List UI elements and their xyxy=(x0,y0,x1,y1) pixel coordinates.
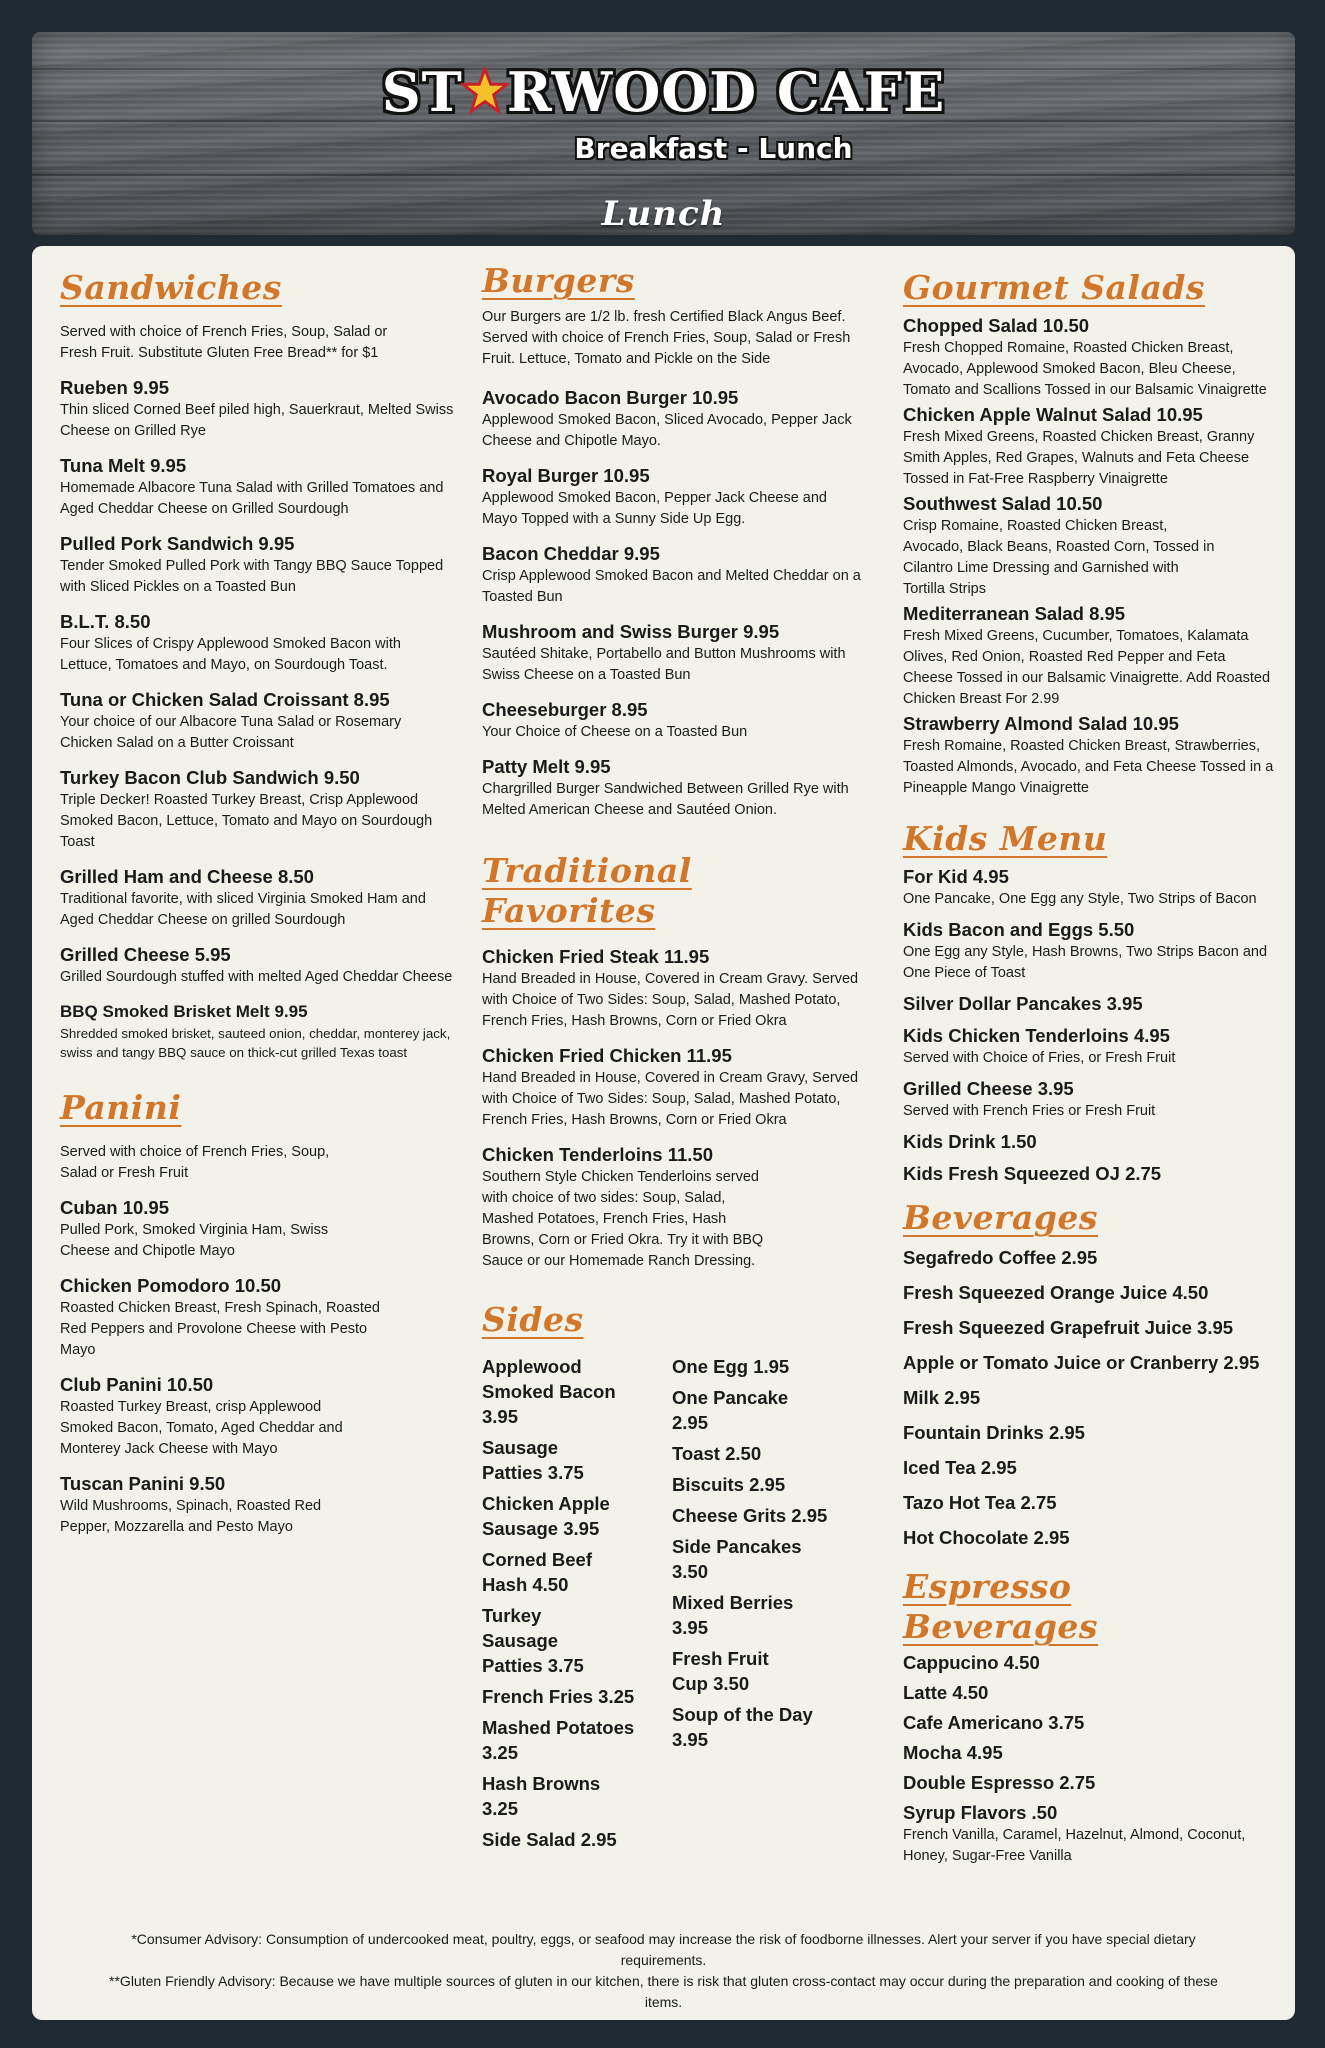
menu-item xyxy=(903,1077,1278,1122)
beverage-item: Fountain Drinks 2.95 xyxy=(903,1422,1085,1443)
item-name: Mediterranean Salad 8.95 xyxy=(903,603,1126,624)
beverage-item: Fresh Squeezed Grapefruit Juice 3.95 xyxy=(903,1317,1234,1338)
item-desc: One Pancake, One Egg any Style, Two Strips of Bacon xyxy=(903,891,1257,907)
item-desc: Fresh Chopped Romaine, Roasted Chicken Breast, Avocado, Applewood Smoked Bacon, Bleu Cheese, Tomato and Scallions Tossed in our Balsamic Vinaigrette xyxy=(903,340,1267,398)
item-desc: Your choice of our Albacore Tuna Salad or Rosemary Chicken Salad on a Butter Croissant xyxy=(60,714,402,751)
item-name: Tuna Melt 9.95 xyxy=(60,455,187,476)
section-title-burgers: Burgers xyxy=(482,261,635,300)
burgers-intro: Our Burgers are 1/2 lb. fresh Certified Black Angus Beef. Served with choice of French Fries, Soup, Salad or Fresh Fruit. Lettuce, Tomato and Pickle on the Side xyxy=(482,309,851,367)
item-name: Tuna or Chicken Salad Croissant 8.95 xyxy=(60,689,390,710)
item-desc: Roasted Chicken Breast, Fresh Spinach, Roasted Red Peppers and Provolone Cheese with Pesto Mayo xyxy=(60,1300,380,1358)
menu-item xyxy=(482,698,862,743)
item-desc: Hand Breaded in House, Covered in Cream Gravy. Served with Choice of Two Sides: Soup, Salad, Mashed Potato, French Fries, Hash Browns, Corn or Fried Okra xyxy=(482,971,859,1029)
item-desc: Applewood Smoked Bacon, Pepper Jack Cheese and Mayo Topped with a Sunny Side Up Egg. xyxy=(482,490,827,527)
item-desc: French Vanilla, Caramel, Hazelnut, Almond, Coconut, Honey, Sugar-Free Vanilla xyxy=(903,1827,1246,1864)
item-desc: Served with Choice of Fries, or Fresh Fruit xyxy=(903,1050,1176,1066)
side-item: French Fries 3.25 xyxy=(482,1686,635,1707)
menu-item xyxy=(60,610,455,676)
menu-item xyxy=(903,314,1278,401)
item-desc: Triple Decker! Roasted Turkey Breast, Crisp Applewood Smoked Bacon, Lettuce, Tomato and Mayo on Sourdough Toast xyxy=(60,792,433,850)
menu-item xyxy=(903,403,1278,490)
menu-item xyxy=(903,1130,1278,1154)
side-item: Fresh Fruit Cup 3.50 xyxy=(672,1648,769,1694)
item-name: Rueben 9.95 xyxy=(60,377,169,398)
item-name: Patty Melt 9.95 xyxy=(482,756,611,777)
side-item: Side Pancakes 3.50 xyxy=(672,1536,802,1582)
item-name: Mushroom and Swiss Burger 9.95 xyxy=(482,621,780,642)
item-desc: Chargrilled Burger Sandwiched Between Grilled Rye with Melted American Cheese and Sautéed Onion. xyxy=(482,781,849,818)
side-item: Toast 2.50 xyxy=(672,1443,762,1464)
item-desc: Four Slices of Crispy Applewood Smoked Bacon with Lettuce, Tomatoes and Mayo, on Sourdough Toast. xyxy=(60,636,401,673)
item-name: BBQ Smoked Brisket Melt 9.95 xyxy=(60,1002,308,1021)
item-name: Pulled Pork Sandwich 9.95 xyxy=(60,533,295,554)
side-item: Chicken Apple Sausage 3.95 xyxy=(482,1493,610,1539)
menu-item xyxy=(60,865,455,931)
side-item: Mashed Potatoes 3.25 xyxy=(482,1717,635,1763)
item-desc: Roasted Turkey Breast, crisp Applewood Smoked Bacon, Tomato, Aged Cheddar and Monterey Jack Cheese with Mayo xyxy=(60,1399,343,1457)
item-name: Cheeseburger 8.95 xyxy=(482,699,648,720)
item-desc: Pulled Pork, Smoked Virginia Ham, Swiss Cheese and Chipotle Mayo xyxy=(60,1222,329,1259)
menu-item xyxy=(60,1274,455,1361)
side-item: Mixed Berries 3.95 xyxy=(672,1592,794,1638)
menu-item xyxy=(903,1024,1278,1069)
item-name: Syrup Flavors .50 xyxy=(903,1802,1058,1823)
side-item: Sausage Patties 3.75 xyxy=(482,1437,584,1483)
menu-item xyxy=(60,532,455,598)
item-name: B.L.T. 8.50 xyxy=(60,611,151,632)
section-title-salads: Gourmet Salads xyxy=(903,268,1206,307)
menu-item xyxy=(482,620,862,686)
side-item: Biscuits 2.95 xyxy=(672,1474,786,1495)
espresso-item: Mocha 4.95 xyxy=(903,1742,1003,1763)
menu-item xyxy=(60,688,455,754)
header-banner xyxy=(32,32,1295,235)
item-name: Kids Bacon and Eggs 5.50 xyxy=(903,919,1135,940)
section-title-kids: Kids Menu xyxy=(903,819,1108,858)
item-name: Grilled Cheese 3.95 xyxy=(903,1078,1074,1099)
beverage-item: Hot Chocolate 2.95 xyxy=(903,1527,1070,1548)
espresso-item: Double Espresso 2.75 xyxy=(903,1772,1096,1793)
column-right xyxy=(903,268,1278,1879)
section-title-panini: Panini xyxy=(60,1088,182,1127)
menu-item xyxy=(482,464,862,530)
gluten-advisory: **Gluten Friendly Advisory: Because we have multiple sources of gluten in our kitchen, there is risk that gluten cross-contact may occur during the preparation and cooking of these items. xyxy=(109,1973,1218,2010)
item-desc: Wild Mushrooms, Spinach, Roasted Red Pepper, Mozzarella and Pesto Mayo xyxy=(60,1498,322,1535)
column-left xyxy=(60,268,455,1550)
menu-item xyxy=(482,542,862,608)
menu-item xyxy=(903,992,1278,1016)
logo-text-left: ST xyxy=(381,60,463,124)
sides-column-left xyxy=(482,1354,672,1858)
sandwiches-intro: Served with choice of French Fries, Soup, Salad or Fresh Fruit. Substitute Gluten Free Bread** for $1 xyxy=(60,324,388,361)
item-name: Chicken Fried Steak 11.95 xyxy=(482,946,710,967)
item-name: Chicken Pomodoro 10.50 xyxy=(60,1275,282,1296)
item-name: Kids Drink 1.50 xyxy=(903,1131,1037,1152)
item-name: Avocado Bacon Burger 10.95 xyxy=(482,387,739,408)
star-icon xyxy=(461,67,509,115)
item-desc: Traditional favorite, with sliced Virginia Smoked Ham and Aged Cheddar Cheese on grilled Sourdough xyxy=(60,891,426,928)
side-item: Cheese Grits 2.95 xyxy=(672,1505,828,1526)
item-name: Kids Fresh Squeezed OJ 2.75 xyxy=(903,1163,1162,1184)
logo-subtitle: Breakfast - Lunch xyxy=(574,132,853,165)
sides-column-right xyxy=(672,1354,862,1858)
menu-item xyxy=(60,454,455,520)
beverage-item: Tazo Hot Tea 2.75 xyxy=(903,1492,1057,1513)
item-desc: Sautéed Shitake, Portabello and Button Mushrooms with Swiss Cheese on a Toasted Bun xyxy=(482,646,846,683)
side-item: Turkey Sausage Patties 3.75 xyxy=(482,1605,584,1676)
menu-item xyxy=(903,865,1278,910)
item-desc: Your Choice of Cheese on a Toasted Bun xyxy=(482,724,748,740)
espresso-item: Cappucino 4.50 xyxy=(903,1652,1040,1673)
menu-item xyxy=(903,1801,1278,1867)
item-name: For Kid 4.95 xyxy=(903,866,1009,887)
item-name: Cuban 10.95 xyxy=(60,1197,169,1218)
item-desc: Fresh Mixed Greens, Cucumber, Tomatoes, Kalamata Olives, Red Onion, Roasted Red Pepper and Feta Cheese Tossed in our Balsamic Vinaigrette. Add Roasted Chicken Breast For 2.99 xyxy=(903,628,1271,707)
item-desc: Tender Smoked Pulled Pork with Tangy BBQ Sauce Topped with Sliced Pickles on a Toasted Bun xyxy=(60,558,444,595)
section-title-traditional: Traditional Favorites xyxy=(482,851,692,930)
menu-item xyxy=(903,602,1278,710)
item-name: Bacon Cheddar 9.95 xyxy=(482,543,660,564)
beverage-item: Segafredo Coffee 2.95 xyxy=(903,1247,1098,1268)
beverage-item: Fresh Squeezed Orange Juice 4.50 xyxy=(903,1282,1209,1303)
item-name: Royal Burger 10.95 xyxy=(482,465,650,486)
menu-item xyxy=(482,1044,862,1131)
item-name: Chopped Salad 10.50 xyxy=(903,315,1090,336)
column-middle xyxy=(482,261,862,1858)
beverage-item: Milk 2.95 xyxy=(903,1387,981,1408)
menu-item xyxy=(60,943,455,988)
menu-item xyxy=(60,766,455,853)
menu-item xyxy=(903,712,1278,799)
side-item: Applewood Smoked Bacon 3.95 xyxy=(482,1356,616,1427)
page-title: Lunch xyxy=(601,194,726,234)
menu-item xyxy=(482,386,862,452)
item-desc: Shredded smoked brisket, sauteed onion, cheddar, monterey jack, swiss and tangy BBQ sauce on thick-cut grilled Texas toast xyxy=(60,1026,451,1060)
menu-item xyxy=(903,918,1278,984)
espresso-item: Latte 4.50 xyxy=(903,1682,989,1703)
menu-item xyxy=(482,755,862,821)
logo xyxy=(32,62,1295,122)
menu-item xyxy=(903,492,1278,600)
footer-advisory xyxy=(92,1929,1235,2013)
item-name: Chicken Apple Walnut Salad 10.95 xyxy=(903,404,1203,425)
side-item: Hash Browns 3.25 xyxy=(482,1773,601,1819)
side-item: Soup of the Day 3.95 xyxy=(672,1704,813,1750)
menu-item xyxy=(60,1000,455,1062)
item-name: Turkey Bacon Club Sandwich 9.50 xyxy=(60,767,360,788)
logo-text-right: RWOOD CAFE xyxy=(506,60,946,124)
item-desc: Served with French Fries or Fresh Fruit xyxy=(903,1103,1156,1119)
item-name: Chicken Tenderloins 11.50 xyxy=(482,1144,713,1165)
item-desc: Southern Style Chicken Tenderloins served with choice of two sides: Soup, Salad, Mashed Potatoes, French Fries, Hash Browns, Corn or Fried Okra. Try it with BBQ Sauce or our Homemade Ranch Dressing. xyxy=(482,1169,764,1269)
sides-list xyxy=(482,1354,862,1858)
espresso-item: Cafe Americano 3.75 xyxy=(903,1712,1085,1733)
side-item: Corned Beef Hash 4.50 xyxy=(482,1549,592,1595)
item-name: Silver Dollar Pancakes 3.95 xyxy=(903,993,1143,1014)
item-desc: Crisp Applewood Smoked Bacon and Melted Cheddar on a Toasted Bun xyxy=(482,568,861,605)
consumer-advisory: *Consumer Advisory: Consumption of undercooked meat, poultry, eggs, or seafood may increase the risk of foodborne illnesses. Alert your server if you have special dietary requirements. xyxy=(131,1931,1196,1968)
side-item: One Pancake 2.95 xyxy=(672,1387,789,1433)
menu-item xyxy=(60,1196,455,1262)
menu-item xyxy=(482,945,862,1032)
item-desc: Fresh Romaine, Roasted Chicken Breast, Strawberries, Toasted Almonds, Avocado, and Feta Cheese Tossed in a Pineapple Mango Vinaigrette xyxy=(903,738,1274,796)
item-desc: Homemade Albacore Tuna Salad with Grilled Tomatoes and Aged Cheddar Cheese on Grilled Sourdough xyxy=(60,480,444,517)
menu-item xyxy=(482,1143,862,1272)
section-title-sides: Sides xyxy=(482,1300,584,1339)
item-desc: Hand Breaded in House, Covered in Cream Gravy, Served with Choice of Two Sides: Soup, Salad, Mashed Potato, French Fries, Hash Browns, Corn or Fried Okra xyxy=(482,1070,859,1128)
item-desc: Thin sliced Corned Beef piled high, Sauerkraut, Melted Swiss Cheese on Grilled Rye xyxy=(60,402,454,439)
item-desc: Applewood Smoked Bacon, Sliced Avocado, Pepper Jack Cheese and Chipotle Mayo. xyxy=(482,412,852,449)
panini-intro: Served with choice of French Fries, Soup, Salad or Fresh Fruit xyxy=(60,1144,330,1181)
item-name: Grilled Ham and Cheese 8.50 xyxy=(60,866,314,887)
section-title-sandwiches: Sandwiches xyxy=(60,268,282,307)
side-item: Side Salad 2.95 xyxy=(482,1829,617,1850)
side-item: One Egg 1.95 xyxy=(672,1356,790,1377)
item-name: Southwest Salad 10.50 xyxy=(903,493,1103,514)
item-desc: Grilled Sourdough stuffed with melted Aged Cheddar Cheese xyxy=(60,969,453,985)
menu-item xyxy=(60,1373,455,1460)
item-desc: Crisp Romaine, Roasted Chicken Breast, Avocado, Black Beans, Roasted Corn, Tossed in Cilantro Lime Dressing and Garnished with Tortilla Strips xyxy=(903,518,1215,597)
menu-item xyxy=(903,1162,1278,1186)
item-name: Kids Chicken Tenderloins 4.95 xyxy=(903,1025,1170,1046)
item-name: Club Panini 10.50 xyxy=(60,1374,214,1395)
menu-item xyxy=(60,376,455,442)
item-name: Tuscan Panini 9.50 xyxy=(60,1473,226,1494)
beverage-item: Iced Tea 2.95 xyxy=(903,1457,1017,1478)
menu-item xyxy=(60,1472,455,1538)
item-desc: One Egg any Style, Hash Browns, Two Strips Bacon and One Piece of Toast xyxy=(903,944,1268,981)
section-title-espresso: Espresso Beverages xyxy=(903,1567,1098,1646)
item-name: Strawberry Almond Salad 10.95 xyxy=(903,713,1179,734)
beverage-item: Apple or Tomato Juice or Cranberry 2.95 xyxy=(903,1352,1260,1373)
item-desc: Fresh Mixed Greens, Roasted Chicken Breast, Granny Smith Apples, Red Grapes, Walnuts and Feta Cheese Tossed in Fat-Free Raspberry Vinaigrette xyxy=(903,429,1255,487)
section-title-beverages: Beverages xyxy=(903,1198,1098,1237)
menu-card xyxy=(32,246,1295,2020)
item-name: Grilled Cheese 5.95 xyxy=(60,944,231,965)
item-name: Chicken Fried Chicken 11.95 xyxy=(482,1045,732,1066)
